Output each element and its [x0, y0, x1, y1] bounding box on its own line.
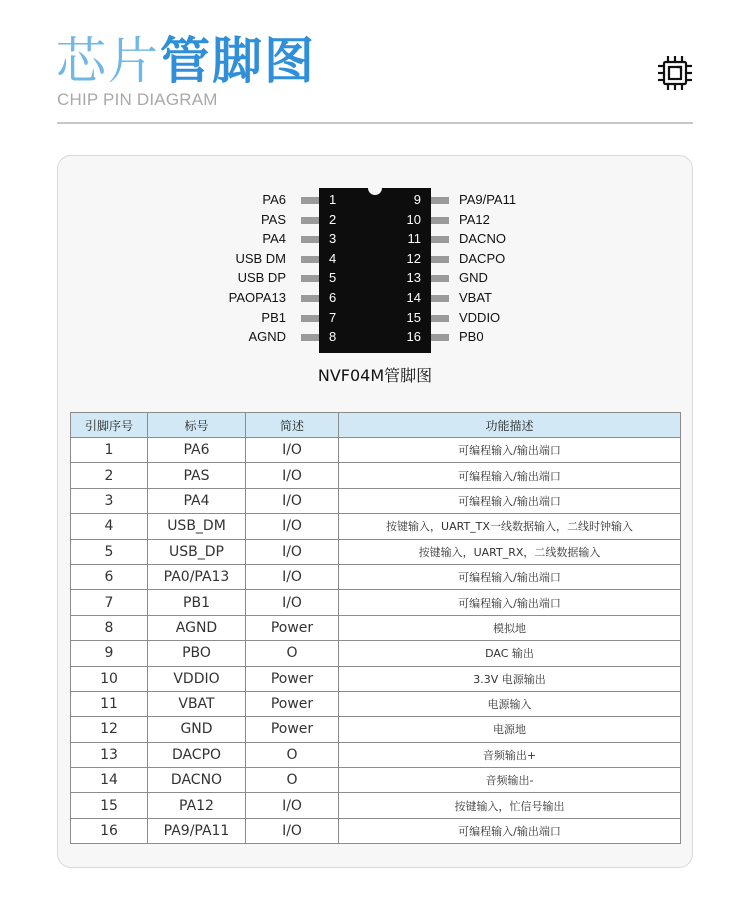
ic-pin-number: 1: [329, 192, 337, 207]
ic-pin-label: PB0: [459, 329, 484, 345]
pin-table-header-row: [71, 413, 681, 438]
ic-pin-number: 8: [329, 329, 337, 345]
ic-pin-label: AGND: [248, 329, 286, 345]
ic-pin-lead: [301, 256, 319, 263]
header-pin-name: 标号: [148, 413, 246, 438]
pin-type-cell: Power: [246, 615, 339, 640]
pin-function-cell: 按键输入，UART_TX一线数据输入，二线时钟输入: [339, 514, 681, 539]
page-title-bold: 管脚图: [160, 32, 316, 90]
table-row: [71, 463, 681, 488]
pin-number-cell: 5: [71, 539, 148, 564]
ic-pin-label: USB DP: [237, 270, 286, 286]
ic-pin-lead: [431, 334, 449, 341]
pin-function-cell: 音频输出-: [339, 768, 681, 793]
ic-pin-label: PB1: [261, 309, 286, 325]
ic-pin-lead: [431, 197, 449, 204]
pin-name-cell: VBAT: [148, 691, 246, 716]
table-row: [71, 590, 681, 615]
pin-name-cell: PA4: [148, 488, 246, 513]
page-title: [56, 30, 316, 92]
pin-table: [70, 412, 681, 844]
table-row: [71, 717, 681, 742]
pin-number-cell: 13: [71, 742, 148, 767]
table-row: [71, 514, 681, 539]
pin-name-cell: DACNO: [148, 768, 246, 793]
pin-name-cell: GND: [148, 717, 246, 742]
pin-name-cell: PBO: [148, 641, 246, 666]
pin-type-cell: I/O: [246, 488, 339, 513]
pin-number-cell: 8: [71, 615, 148, 640]
pin-type-cell: I/O: [246, 463, 339, 488]
ic-pin-lead: [431, 217, 449, 224]
pin-type-cell: Power: [246, 717, 339, 742]
ic-pin-label: GND: [459, 270, 488, 286]
ic-pin-number: 13: [406, 270, 421, 286]
page-subtitle: CHIP PIN DIAGRAM: [57, 90, 218, 109]
ic-pin-lead: [431, 315, 449, 322]
pin-function-cell: 模拟地: [339, 615, 681, 640]
pin-function-cell: DAC 输出: [339, 641, 681, 666]
ic-pin-number: 9: [413, 192, 421, 207]
pin-type-cell: I/O: [246, 818, 339, 843]
pin-function-cell: 音频输出+: [339, 742, 681, 767]
pin-type-cell: I/O: [246, 564, 339, 589]
pin-type-cell: O: [246, 768, 339, 793]
pin-function-cell: 可编程输入/输出端口: [339, 438, 681, 463]
header-pin-number: 引脚序号: [71, 413, 148, 438]
ic-pin-label: PAS: [260, 211, 286, 227]
pin-function-cell: 按键输入，忙信号输出: [339, 793, 681, 818]
pin-function-cell: 电源输入: [339, 691, 681, 716]
ic-pin-lead: [431, 275, 449, 282]
ic-pin-number: 3: [329, 231, 337, 247]
ic-pin-label: PAOPA13: [228, 290, 286, 305]
ic-caption: NVF04M管脚图: [317, 366, 433, 385]
table-row: [71, 615, 681, 640]
ic-pin-number: 16: [406, 329, 421, 345]
pin-number-cell: 11: [71, 691, 148, 716]
pin-number-cell: 1: [71, 438, 148, 463]
pin-name-cell: AGND: [148, 615, 246, 640]
pin-function-cell: 可编程输入/输出端口: [339, 488, 681, 513]
pin-name-cell: PAS: [148, 463, 246, 488]
ic-pin-lead: [301, 217, 319, 224]
pin-function-cell: 3.3V 电源输出: [339, 666, 681, 691]
table-row: [71, 742, 681, 767]
pin-number-cell: 4: [71, 514, 148, 539]
table-row: [71, 818, 681, 843]
ic-pin-number: 14: [406, 290, 421, 305]
table-row: [71, 438, 681, 463]
pin-type-cell: I/O: [246, 793, 339, 818]
pin-name-cell: PA0/PA13: [148, 564, 246, 589]
header-divider: [57, 122, 693, 124]
ic-pin-label: DACNO: [459, 231, 506, 247]
ic-pin-label: PA6: [262, 192, 286, 207]
ic-pin-label: PA12: [459, 211, 490, 227]
ic-pin-number: 6: [329, 290, 337, 305]
pin-number-cell: 12: [71, 717, 148, 742]
ic-package: [319, 188, 431, 353]
ic-pin-lead: [301, 334, 319, 341]
ic-pin-label: DACPO: [459, 250, 506, 266]
table-row: [71, 488, 681, 513]
pin-function-cell: 按键输入，UART_RX，二线数据输入: [339, 539, 681, 564]
table-row: [71, 539, 681, 564]
pin-type-cell: I/O: [246, 438, 339, 463]
pin-type-cell: Power: [246, 666, 339, 691]
table-row: [71, 793, 681, 818]
pin-number-cell: 16: [71, 818, 148, 843]
pin-diagram-card: [57, 155, 693, 868]
page-title-light: 芯片: [56, 32, 160, 90]
ic-pin-lead: [431, 295, 449, 302]
pin-number-cell: 6: [71, 564, 148, 589]
header-pin-type: 简述: [246, 413, 339, 438]
pin-type-cell: I/O: [246, 539, 339, 564]
pin-number-cell: 3: [71, 488, 148, 513]
ic-pin-label: PA4: [262, 231, 286, 247]
ic-pin-number: 4: [329, 250, 337, 266]
pin-function-cell: 可编程输入/输出端口: [339, 463, 681, 488]
ic-pin-lead: [301, 236, 319, 243]
ic-pin-lead: [301, 197, 319, 204]
table-row: [71, 666, 681, 691]
ic-pin-label: VDDIO: [459, 309, 501, 325]
pin-name-cell: PA9/PA11: [148, 818, 246, 843]
ic-pin-number: 12: [406, 250, 421, 266]
ic-notch: [368, 181, 382, 195]
pin-number-cell: 7: [71, 590, 148, 615]
pin-type-cell: I/O: [246, 514, 339, 539]
pin-function-cell: 可编程输入/输出端口: [339, 590, 681, 615]
pin-function-cell: 可编程输入/输出端口: [339, 564, 681, 589]
table-row: [71, 691, 681, 716]
pin-name-cell: PA6: [148, 438, 246, 463]
pin-number-cell: 10: [71, 666, 148, 691]
header-pin-function: 功能描述: [339, 413, 681, 438]
table-row: [71, 564, 681, 589]
pin-function-cell: 可编程输入/输出端口: [339, 818, 681, 843]
pin-number-cell: 2: [71, 463, 148, 488]
ic-pin-lead: [431, 236, 449, 243]
chip-icon: [656, 54, 694, 92]
ic-pin-lead: [301, 295, 319, 302]
pin-type-cell: O: [246, 742, 339, 767]
ic-pin-number: 11: [407, 231, 421, 247]
ic-pin-number: 10: [406, 211, 421, 227]
pin-function-cell: 电源地: [339, 717, 681, 742]
pin-name-cell: USB_DP: [148, 539, 246, 564]
pin-number-cell: 9: [71, 641, 148, 666]
pin-name-cell: VDDIO: [148, 666, 246, 691]
ic-pin-number: 5: [329, 270, 337, 286]
ic-pin-lead: [301, 275, 319, 282]
ic-pin-label: VBAT: [459, 290, 492, 305]
pin-number-cell: 14: [71, 768, 148, 793]
pin-name-cell: DACPO: [148, 742, 246, 767]
pin-type-cell: Power: [246, 691, 339, 716]
ic-pin-number: 15: [406, 309, 421, 325]
pin-number-cell: 15: [71, 793, 148, 818]
ic-pin-lead: [301, 315, 319, 322]
pin-name-cell: USB_DM: [148, 514, 246, 539]
ic-pin-label: PA9/PA11: [459, 192, 517, 207]
pin-name-cell: PA12: [148, 793, 246, 818]
pin-type-cell: O: [246, 641, 339, 666]
table-row: [71, 768, 681, 793]
table-row: [71, 641, 681, 666]
ic-pin-number: 7: [329, 309, 337, 325]
pin-type-cell: I/O: [246, 590, 339, 615]
pin-name-cell: PB1: [148, 590, 246, 615]
ic-pin-lead: [431, 256, 449, 263]
ic-pin-label: USB DM: [235, 250, 286, 266]
ic-pin-number: 2: [329, 211, 337, 227]
